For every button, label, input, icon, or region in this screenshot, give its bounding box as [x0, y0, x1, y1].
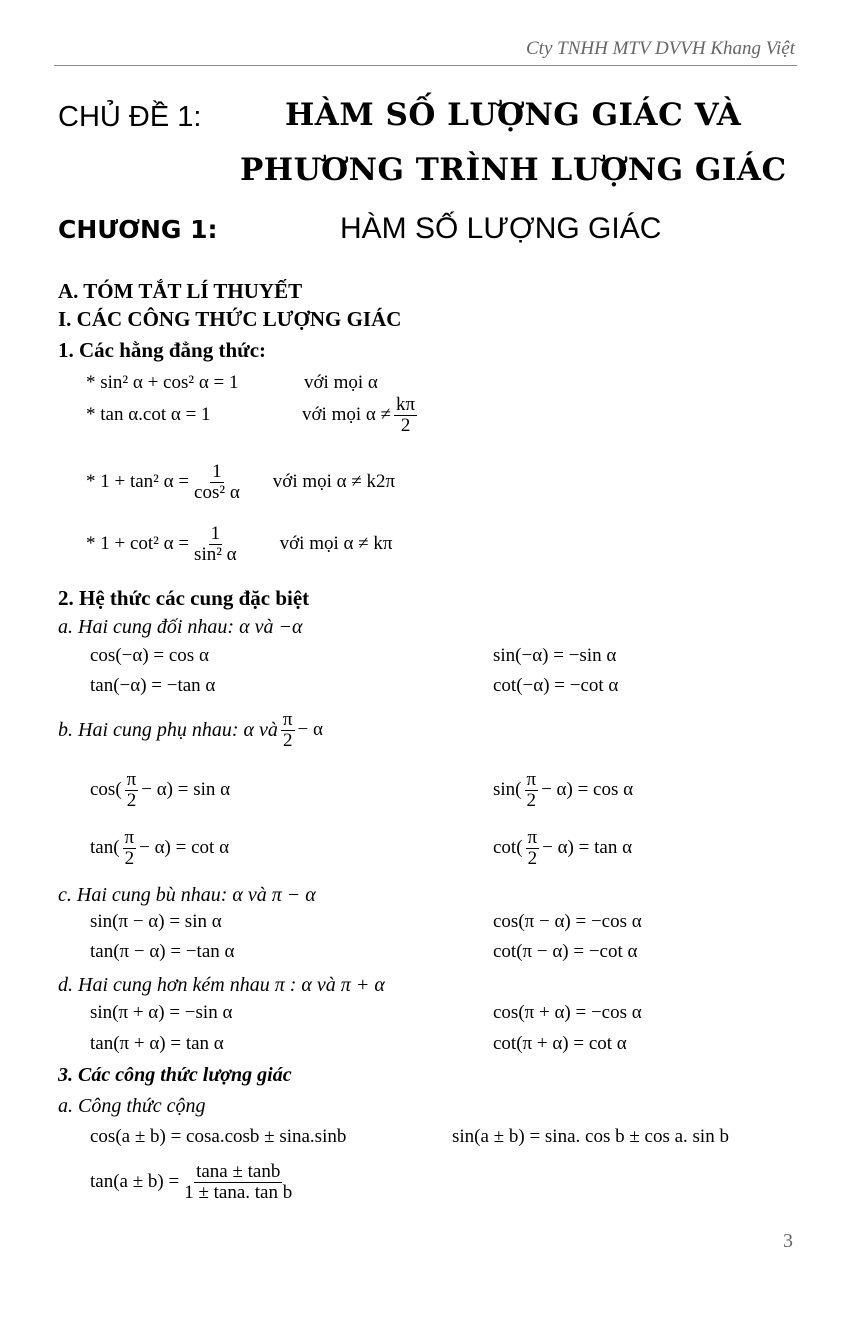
formula: cot(−α) = −cot α	[493, 675, 619, 696]
page-number: 3	[783, 1230, 793, 1252]
formula: tan(π + α) = tan α	[90, 1033, 224, 1054]
subsection-1-heading: 1. Các hằng đẳng thức:	[58, 338, 267, 362]
identity-4	[86, 524, 392, 565]
formula: cot( $\frac{\pi}{2}$ − α) = tan α	[493, 827, 633, 869]
identity-3	[86, 462, 395, 503]
condition: với mọi α ≠ kπ	[279, 533, 393, 555]
formula: * 1 + tan² α =	[86, 471, 190, 493]
formula: * 1 + cot² α =	[86, 533, 190, 555]
formula: tan( $\frac{\pi}{2}$ − α) = cot α	[90, 827, 230, 869]
formula: sin(π − α) = sin α	[90, 911, 222, 932]
formula: cot(π + α) = cot α	[493, 1033, 627, 1054]
subsection-3-heading: 3. Các công thức lượng giác	[58, 1064, 292, 1086]
case-d-title: d. Hai cung hơn kém nhau π : α và π + α	[58, 974, 385, 996]
chapter-title: HÀM SỐ LƯỢNG GIÁC	[340, 212, 662, 245]
case-a-title: a. Hai cung đối nhau: α và −α	[58, 616, 303, 638]
addition-formulas-title: a. Công thức cộng	[58, 1095, 206, 1117]
formula: sin(−α) = −sin α	[493, 645, 617, 666]
topic-title-line2: PHƯƠNG TRÌNH LƯỢNG GIÁC	[240, 152, 787, 188]
condition: với mọi α ≠ k2π	[272, 471, 396, 493]
title-text: b. Hai cung phụ nhau: α và	[58, 718, 278, 741]
topic-title-line1: HÀM SỐ LƯỢNG GIÁC VÀ	[285, 97, 742, 133]
identity-1	[86, 372, 378, 394]
case-b-title	[58, 710, 323, 751]
formula: tan(−α) = −tan α	[90, 675, 216, 696]
formula: cos(−α) = cos α	[90, 645, 209, 666]
formula: * tan α.cot α = 1	[86, 404, 211, 425]
formula: * sin² α + cos² α = 1	[86, 372, 239, 393]
case-c-title: c. Hai cung bù nhau: α và π − α	[58, 884, 316, 906]
subsection-2-heading: 2. Hệ thức các cung đặc biệt	[58, 586, 310, 610]
fraction: $\frac{1}{\text{cos² α}}$	[194, 461, 240, 503]
fraction: $\frac{1}{\text{sin² α}}$	[194, 523, 237, 565]
formula: sin(π + α) = −sin α	[90, 1002, 233, 1023]
formula: cos(π − α) = −cos α	[493, 911, 642, 932]
topic-label: CHỦ ĐỀ 1:	[58, 101, 202, 133]
condition: với mọi α ≠	[302, 404, 392, 425]
formula: cos(π + α) = −cos α	[493, 1002, 642, 1023]
publisher-header: Cty TNHH MTV DVVH Khang Việt	[526, 38, 795, 59]
formula: sin( $\frac{\pi}{2}$ − α) = cos α	[493, 769, 634, 811]
formula: cos( $\frac{\pi}{2}$ − α) = sin α	[90, 769, 231, 811]
formula: tan(π − α) = −tan α	[90, 941, 235, 962]
sin-sum-formula: sin(a ± b) = sina. cos b ± cos a. sin b	[452, 1126, 729, 1147]
tan-sum-formula: tan(a ± b) = $\frac{\tan a \pm \tan b}{\text{1 ± tana. tan b}}$	[90, 1161, 293, 1203]
section-i-heading: I. CÁC CÔNG THỨC LƯỢNG GIÁC	[58, 307, 402, 331]
cos-sum-formula: cos(a ± b) = cosa.cosb ± sina.sinb	[90, 1126, 347, 1147]
fraction: $\frac{k\pi}{2}$	[396, 393, 416, 436]
condition: với mọi α	[304, 372, 378, 393]
title-text: − α	[297, 719, 323, 741]
fraction: $\frac{\pi}{2}$	[282, 709, 293, 751]
section-a-heading: A. TÓM TẮT LÍ THUYẾT	[58, 279, 303, 303]
header-divider	[54, 65, 797, 66]
chapter-label: CHƯƠNG 1:	[58, 215, 218, 244]
identity-2	[86, 393, 416, 436]
formula: cot(π − α) = −cot α	[493, 941, 638, 962]
